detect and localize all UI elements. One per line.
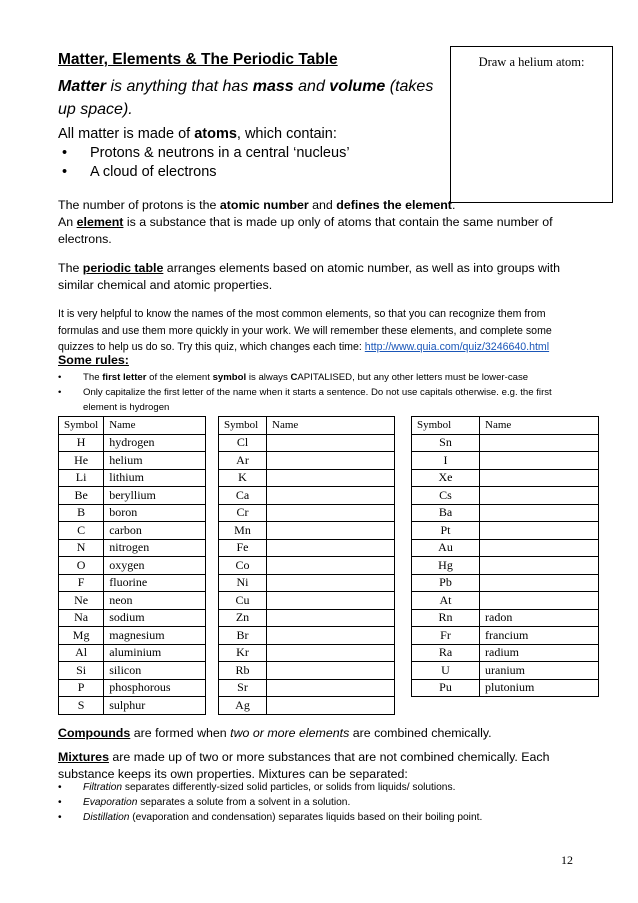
table-row [59,539,206,557]
element-name[interactable] [480,434,599,452]
element-name: carbon [104,522,206,540]
definition-text: The [58,261,83,275]
separation-desc: separates differently-sized solid particles, or solids from liquids/ solutions. [122,782,456,793]
table-row [412,557,599,575]
separation-item [58,795,578,810]
bullet-icon: • [58,782,62,793]
bullet-icon: • [58,372,62,383]
table-header-row [412,417,599,435]
element-name: magnesium [104,627,206,645]
table-row [59,609,206,627]
periodic-table-definition [58,260,586,294]
atom-bullet [58,162,217,182]
element-name: silicon [104,662,206,680]
element-name: beryllium [104,487,206,505]
rule-fragment: is always [246,372,291,383]
bullet-text: A cloud of electrons [90,164,217,180]
table-row [59,592,206,610]
definition-text: An [58,215,77,229]
name-header: Name [480,417,599,435]
table-row [59,662,206,680]
rule-fragment: first letter [102,372,147,383]
element-name[interactable] [480,504,599,522]
element-name: sulphur [104,697,206,715]
table-row [219,697,395,715]
table-row [412,592,599,610]
compounds-text: are combined chemically. [349,726,492,740]
element-name: helium [104,452,206,470]
element-name: radon [480,609,599,627]
table-row [412,574,599,592]
element-name[interactable] [267,487,395,505]
element-symbol: I [412,452,480,470]
table-row [219,522,395,540]
elements-table-left [58,416,206,715]
element-name[interactable] [267,627,395,645]
rule-fragment: symbol [212,372,247,383]
table-row [412,522,599,540]
element-name[interactable] [480,539,599,557]
definition-text: is a substance that is made up only of atoms that contain the same number of electrons. [58,215,553,246]
elements-table-middle [218,416,395,715]
table-header-row [59,417,206,435]
element-symbol: Al [59,644,104,662]
element-symbol: P [59,679,104,697]
element-symbol: Fe [219,539,267,557]
element-symbol: Hg [412,557,480,575]
element-symbol: Sn [412,434,480,452]
definition-text: and [308,198,337,212]
element-name[interactable] [267,697,395,715]
bullet-icon: • [58,812,62,823]
element-symbol: Cl [219,434,267,452]
element-name: plutonium [480,679,599,697]
element-name[interactable] [267,609,395,627]
atoms-text: , which contain: [236,126,337,142]
bullet-icon: • [62,164,68,180]
element-symbol: H [59,434,104,452]
table-row [59,469,206,487]
element-name[interactable] [480,574,599,592]
table-row [412,644,599,662]
page-title: Matter, Elements & The Periodic Table [58,51,338,68]
table-row [219,452,395,470]
atomic-number-line [58,197,458,214]
element-symbol: O [59,557,104,575]
element-symbol: Kr [219,644,267,662]
element-symbol: K [219,469,267,487]
element-symbol: At [412,592,480,610]
compounds-term: Compounds [58,726,131,740]
table-row [219,539,395,557]
element-name: boron [104,504,206,522]
rule-item [58,385,578,415]
bullet-icon: • [62,145,68,161]
table-header-row [219,417,395,435]
rule-item [58,370,578,385]
atom-bullet [58,143,350,163]
table-row [412,504,599,522]
element-name: uranium [480,662,599,680]
helium-box-label: Draw a helium atom: [478,55,585,69]
element-symbol: Mg [59,627,104,645]
element-symbol: Fr [412,627,480,645]
defines-element-term: defines the element [336,198,452,212]
matter-text: is anything that has [106,78,253,95]
element-name[interactable] [267,452,395,470]
element-symbol: Rb [219,662,267,680]
element-name: neon [104,592,206,610]
table-row [412,609,599,627]
table-row [59,434,206,452]
atoms-statement [58,124,337,144]
element-name: hydrogen [104,434,206,452]
compounds-definition [58,725,586,742]
name-header: Name [104,417,206,435]
element-name: phosphorous [104,679,206,697]
table-row [219,609,395,627]
mixtures-text: are made up of two or more substances that are not combined chemically. Each substance keeps its own properties. Mixtures can be separated: [58,750,550,781]
matter-term: Matter [58,78,107,95]
rules-heading: Some rules: [58,353,129,367]
element-name[interactable] [480,452,599,470]
matter-text: (takes up space). [58,78,434,118]
element-symbol: S [59,697,104,715]
element-symbol: Ag [219,697,267,715]
table-row [412,469,599,487]
rule-text: Only capitalize the first letter of the name when it starts a sentence. Do not use capitals otherwise. e.g. the first element is hydrogen [83,387,552,413]
element-symbol: Ra [412,644,480,662]
element-symbol: Br [219,627,267,645]
element-name[interactable] [480,592,599,610]
table-row [219,592,395,610]
separation-item [58,810,578,825]
mixtures-term: Mixtures [58,750,109,764]
element-symbol: Mn [219,522,267,540]
periodic-table-term: periodic table [82,261,164,275]
separation-term: Filtration [83,782,123,793]
symbol-header: Symbol [59,417,104,435]
element-name: oxygen [104,557,206,575]
element-symbol: Pu [412,679,480,697]
separation-desc: (evaporation and condensation) separates liquids based on their boiling point. [129,812,483,823]
element-name[interactable] [267,434,395,452]
element-term: element [76,215,124,229]
table-row [219,434,395,452]
element-name[interactable] [267,592,395,610]
table-row [219,662,395,680]
table-row [412,662,599,680]
atoms-text: All matter is made of [58,126,195,142]
element-symbol: Cr [219,504,267,522]
element-name[interactable] [267,574,395,592]
element-symbol: Au [412,539,480,557]
element-name: lithium [104,469,206,487]
element-definition [58,214,586,248]
element-name: radium [480,644,599,662]
element-name: aluminium [104,644,206,662]
table-row [59,574,206,592]
element-symbol: Zn [219,609,267,627]
separation-text [58,780,578,795]
element-symbol: B [59,504,104,522]
mass-term: mass [252,78,294,95]
table-row [412,627,599,645]
element-symbol: Pt [412,522,480,540]
table-row [219,504,395,522]
definition-text: arranges elements based on atomic number, as well as into groups with similar chemical and atomic properties. [58,261,561,292]
table-row [219,557,395,575]
compounds-text: are formed when [130,726,231,740]
table-row [59,644,206,662]
table-row [412,539,599,557]
table-row [59,452,206,470]
element-name: fluorine [104,574,206,592]
quiz-text: It is very helpful to know the names of the most common elements, so that you can recognize them from formulas and use them more quickly in your work. We will remember these elements, and complete some quizzes to help us do so. Try this quiz, which changes each time: [58,308,552,353]
table-row [59,627,206,645]
element-symbol: F [59,574,104,592]
atoms-term: atoms [194,126,237,142]
table-row [59,487,206,505]
element-symbol: Sr [219,679,267,697]
volume-term: volume [329,78,386,95]
element-name[interactable] [267,504,395,522]
element-name[interactable] [267,539,395,557]
element-symbol: Co [219,557,267,575]
matter-text: and [293,78,330,95]
symbol-header: Symbol [412,417,480,435]
element-name[interactable] [480,469,599,487]
element-name[interactable] [267,644,395,662]
element-name[interactable] [480,487,599,505]
element-name[interactable] [267,522,395,540]
element-name: nitrogen [104,539,206,557]
definition-text: The number of protons is the [58,198,220,212]
element-symbol: Ca [219,487,267,505]
element-name[interactable] [480,557,599,575]
table-row [219,679,395,697]
table-row [412,487,599,505]
separation-item [58,780,578,795]
quiz-link[interactable]: http://www.quia.com/quiz/3246640.html [364,341,550,353]
element-symbol: Cs [412,487,480,505]
bullet-text: Protons & neutrons in a central ‘nucleus’ [90,145,350,161]
element-name: francium [480,627,599,645]
name-header: Name [267,417,395,435]
rule-text [58,370,578,385]
elements-table-right [411,416,599,697]
page-number: 12 [561,853,573,867]
separation-text [58,795,578,810]
table-row [412,679,599,697]
element-symbol: Na [59,609,104,627]
table-row [219,644,395,662]
separation-desc: separates a solute from a solvent in a solution. [137,797,351,808]
table-row [59,504,206,522]
rule-fragment: of the element [146,372,213,383]
element-name[interactable] [267,662,395,680]
table-row [59,522,206,540]
table-row [59,557,206,575]
matter-definition [58,75,438,121]
element-name[interactable] [267,469,395,487]
helium-drawing-box[interactable] [450,46,613,203]
separation-text [58,810,578,825]
compounds-text: two or more elements [230,726,350,740]
rule-fragment: C [290,372,298,383]
element-symbol: Si [59,662,104,680]
element-symbol: Ni [219,574,267,592]
element-symbol: Xe [412,469,480,487]
element-symbol: Be [59,487,104,505]
table-row [412,452,599,470]
separation-term: Distillation [83,812,130,823]
bullet-icon: • [58,387,62,398]
element-name[interactable] [267,679,395,697]
quiz-paragraph [58,306,588,356]
element-symbol: N [59,539,104,557]
element-name[interactable] [480,522,599,540]
element-symbol: He [59,452,104,470]
element-name: sodium [104,609,206,627]
element-symbol: Ar [219,452,267,470]
table-row [219,574,395,592]
element-name[interactable] [267,557,395,575]
table-row [59,679,206,697]
mixtures-definition [58,749,586,783]
rule-fragment: The [83,372,103,383]
symbol-header: Symbol [219,417,267,435]
element-symbol: C [59,522,104,540]
element-symbol: Cu [219,592,267,610]
element-symbol: Rn [412,609,480,627]
element-symbol: Li [59,469,104,487]
table-row [219,487,395,505]
table-row [412,434,599,452]
bullet-icon: • [58,797,62,808]
element-symbol: U [412,662,480,680]
definition-text: . [451,198,456,212]
atomic-number-term: atomic number [219,198,309,212]
separation-term: Evaporation [83,797,138,808]
table-row [219,627,395,645]
element-symbol: Ne [59,592,104,610]
rule-fragment: APITALISED, but any other letters must be lower-case [297,372,529,383]
table-row [59,697,206,715]
element-symbol: Pb [412,574,480,592]
element-symbol: Ba [412,504,480,522]
table-row [219,469,395,487]
